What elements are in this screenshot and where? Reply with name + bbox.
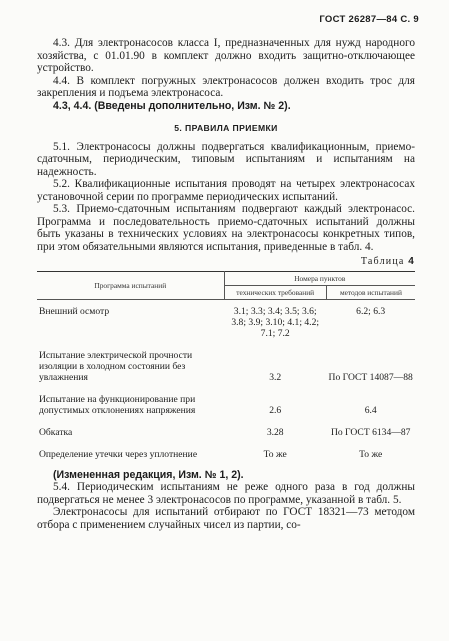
table-row [37,344,415,388]
row-requirements: То же [263,448,287,460]
header-methods: методов испытаний [326,285,415,299]
row-methods: 6.2; 6.3 [356,305,386,317]
row-test-name: Обкатка [39,426,73,438]
row-requirements: 3.28 [266,426,284,438]
section-title: 5. ПРАВИЛА ПРИЕМКИ [174,123,278,133]
row-methods: По ГОСТ 14087—88 [328,371,413,383]
test-program-table [37,271,415,465]
table-caption [37,256,415,269]
paragraph-5-3: 5.3. Приемо-сдаточным испытаниям подвергают каждый электронасос. Программа и последовательность приемо-сдаточных испытаний должны быть указаны в технических условиях на электронасосы конкретных типов, при этом обязательными являются испытания, приведенные в табл. 4. [37,203,415,253]
amendment-note-2: (Измененная редакция, Изм. № 1, 2). [53,468,244,481]
row-test-name: Испытание на функционирование при допустимых отклонениях напряжения [39,393,196,416]
paragraph-5-1: 5.1. Электронасосы должны подвергаться квалификационным, приемо-сдаточным, периодическим, типовым испытаниям и испытаниям на надежность. [37,140,415,178]
page-content [37,37,415,531]
paragraph-4-3: 4.3. Для электронасосов класса I, предназначенных для нужд народного хозяйства, с 01.01.90 в комплект должно входить защитно-отключающее устройство. [37,37,415,74]
table-row [37,388,415,421]
table-caption-label: Таблица [360,256,405,267]
row-test-name: Определение утечки через уплотнение [39,448,198,460]
page-header: ГОСТ 26287—84 С. 9 [319,14,419,25]
row-test-name: Испытание электрической прочности изоляции в холодном состоянии без увлажнения [39,349,193,383]
row-requirements: 3.2 [269,371,282,383]
row-methods: 6.4 [364,404,377,416]
table-caption-number: 4 [408,256,415,267]
row-methods: По ГОСТ 6134—87 [330,426,411,438]
table-row [37,421,415,443]
paragraph-sampling: Электронасосы для испытаний отбирают по ГОСТ 18321—73 методом отбора с применением случайных чисел из партии, со- [37,506,415,531]
header-program: Программа испытаний [37,271,224,299]
row-requirements: 2.6 [269,404,282,416]
paragraph-5-4: 5.4. Периодическим испытаниям не реже одного раза в год должны подвергаться не менее 3 электронасосов по программе, указанной в табл. 5. [37,481,415,506]
amendment-note-1: 4.3, 4.4. (Введены дополнительно, Изм. № 2). [53,99,291,112]
row-requirements: 3.1; 3.3; 3.4; 3.5; 3.6; 3.8; 3.9; 3.10; 4.1; 4.2; 7.1; 7.2 [231,305,320,339]
paragraph-5-2: 5.2. Квалификационные испытания проводят на четырех электронасосах установочной серии по программе периодических испытаний. [37,178,415,203]
paragraph-4-4: 4.4. В комплект погружных электронасосов должен входить трос для закрепления и подъема электронасоса. [37,74,415,99]
table-row [37,443,415,465]
row-methods: То же [359,448,383,460]
header-clause-numbers: Номера пунктов [224,271,415,285]
header-requirements: технических требований [224,285,326,299]
table-row [37,299,415,344]
row-test-name: Внешний осмотр [39,305,110,317]
